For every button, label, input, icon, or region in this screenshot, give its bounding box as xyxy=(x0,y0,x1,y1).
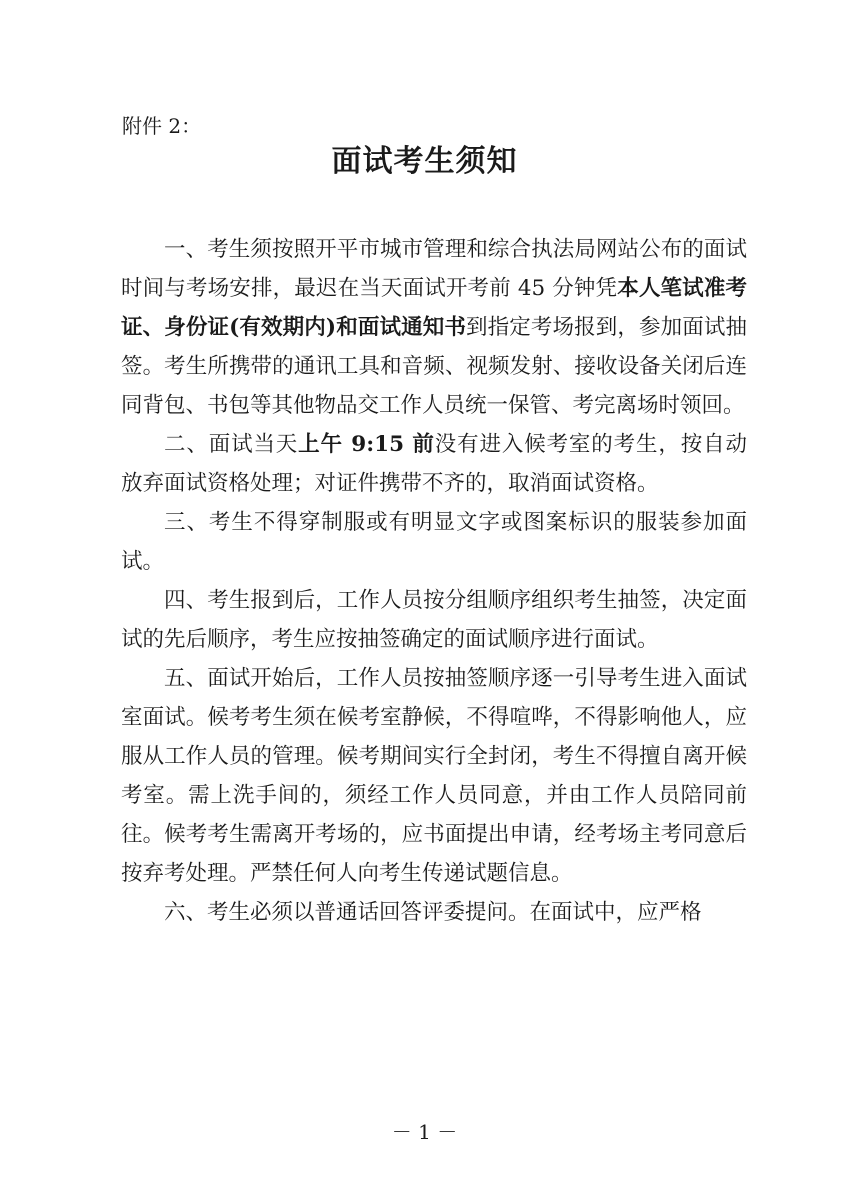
paragraph-2-text-a: 二、面试当天 xyxy=(164,432,299,457)
paragraph-3: 三、考生不得穿制服或有明显文字或图案标识的服装参加面试。 xyxy=(121,510,747,574)
paragraph-1-text-c: 到指定考场报到，参加面试抽签。考生所携带的通讯工具和音频、视频发射、接收设备关闭后连同背包、书包等其他物品交工作人员统一保管、考完离场时领回。 xyxy=(121,315,747,418)
page-number: － 1 － xyxy=(391,1120,458,1144)
paragraph-2 xyxy=(121,425,747,503)
paragraph-4: 四、考生报到后，工作人员按分组顺序组织考生抽签，决定面试的先后顺序，考生应按抽签确定的面试顺序进行面试。 xyxy=(121,588,747,652)
paragraph-1 xyxy=(121,230,747,425)
paragraph-2-text-c: 没有进入候考室的考生，按自动放弃面试资格处理；对证件携带不齐的，取消面试资格。 xyxy=(121,432,747,496)
notice-body xyxy=(121,230,747,932)
paragraph-6: 六、考生必须以普通话回答评委提问。在面试中，应严格 xyxy=(164,900,702,925)
page-title: 面试考生须知 xyxy=(331,144,518,179)
paragraph-2-bold: 上午 9:15 前 xyxy=(298,432,435,457)
paragraph-1-text-a: 一、考生须按照开平市城市管理和综合执法局网站公布的面试时间与考场安排，最迟在当天面试开考前 45 分钟凭 xyxy=(121,237,747,301)
attachment-label: 附件 2： xyxy=(122,114,202,138)
paragraph-5: 五、面试开始后，工作人员按抽签顺序逐一引导考生进入面试室面试。候考考生须在候考室静候，不得喧哗，不得影响他人，应服从工作人员的管理。候考期间实行全封闭，考生不得擅自离开候考室。需上洗手间的，须经工作人员同意，并由工作人员陪同前往。候考考生需离开考场的，应书面提出申请，经考场主考同意后按弃考处理。严禁任何人向考生传递试题信息。 xyxy=(121,666,747,886)
paragraph-1-bold: 本人笔试准考证、身份证(有效期内)和面试通知书 xyxy=(121,276,747,340)
